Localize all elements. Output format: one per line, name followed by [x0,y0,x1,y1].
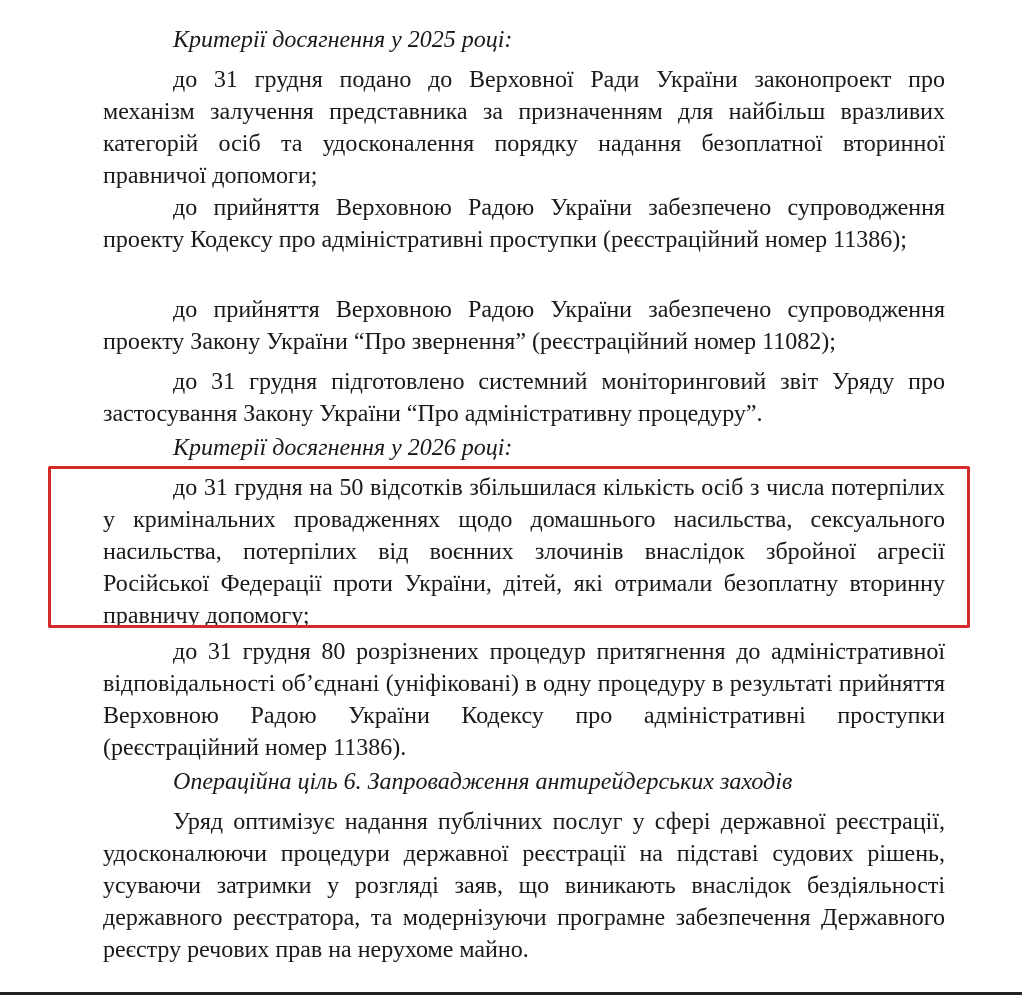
criteria-2025-heading: Критерії досягнення у 2025 році: [173,27,513,53]
criteria-2026-item-unified-procedure: до 31 грудня 80 розрізнених процедур притягнення до адміністративної відповідальності об’єднані (уніфіковані) в одну процедуру в результаті прийняття Верховною Радою України Кодексу про адміністративні проступки (реєстраційний номер 11386). [103,639,945,761]
criteria-2025-item-monitoring-report: до 31 грудня підготовлено системний моніторинговий звіт Уряду про застосування Закону України “Про адміністративну процедуру”. [103,369,945,427]
bottom-divider [0,992,1022,995]
operational-goal-6-description: Уряд оптимізує надання публічних послуг у сфері державної реєстрації, удосконалюючи процедури державної реєстрації на підставі судових рішень, усуваючи затримки у розгляді заяв, що виникають внаслідок бездіяльності державного реєстратора, та модернізуючи програмне забезпечення Державного реєстру речових прав на нерухоме майно. [103,809,945,963]
criteria-2025-item-bill: до 31 грудня подано до Верховної Ради України законопроект про механізм залучення представника за призначенням для найбільш вразливих категорій осіб та удосконалення порядку надання безоплатної вторинної правничої допомоги; [103,67,945,189]
operational-goal-6-heading: Операційна ціль 6. Запровадження антирейдерських заходів [173,769,793,795]
criteria-2026-heading: Критерії досягнення у 2026 році: [173,435,513,461]
criteria-2025-item-appeals-law: до прийняття Верховною Радою України забезпечено супроводження проекту Закону України “Про звернення” (реєстраційний номер 11082); [103,297,945,355]
criteria-2026-item-legal-aid: до 31 грудня на 50 відсотків збільшилася кількість осіб з числа потерпілих у кримінальних провадженнях щодо домашнього насильства, сексуального насильства, потерпілих від воєнних злочинів внаслідок збройної агресії Російської Федерації проти України, дітей, які отримали безоплатну вторинну правничу допомогу; [103,475,945,629]
criteria-2025-item-admin-code: до прийняття Верховною Радою України забезпечено супроводження проекту Кодексу про адміністративні проступки (реєстраційний номер 11386); [103,195,945,253]
